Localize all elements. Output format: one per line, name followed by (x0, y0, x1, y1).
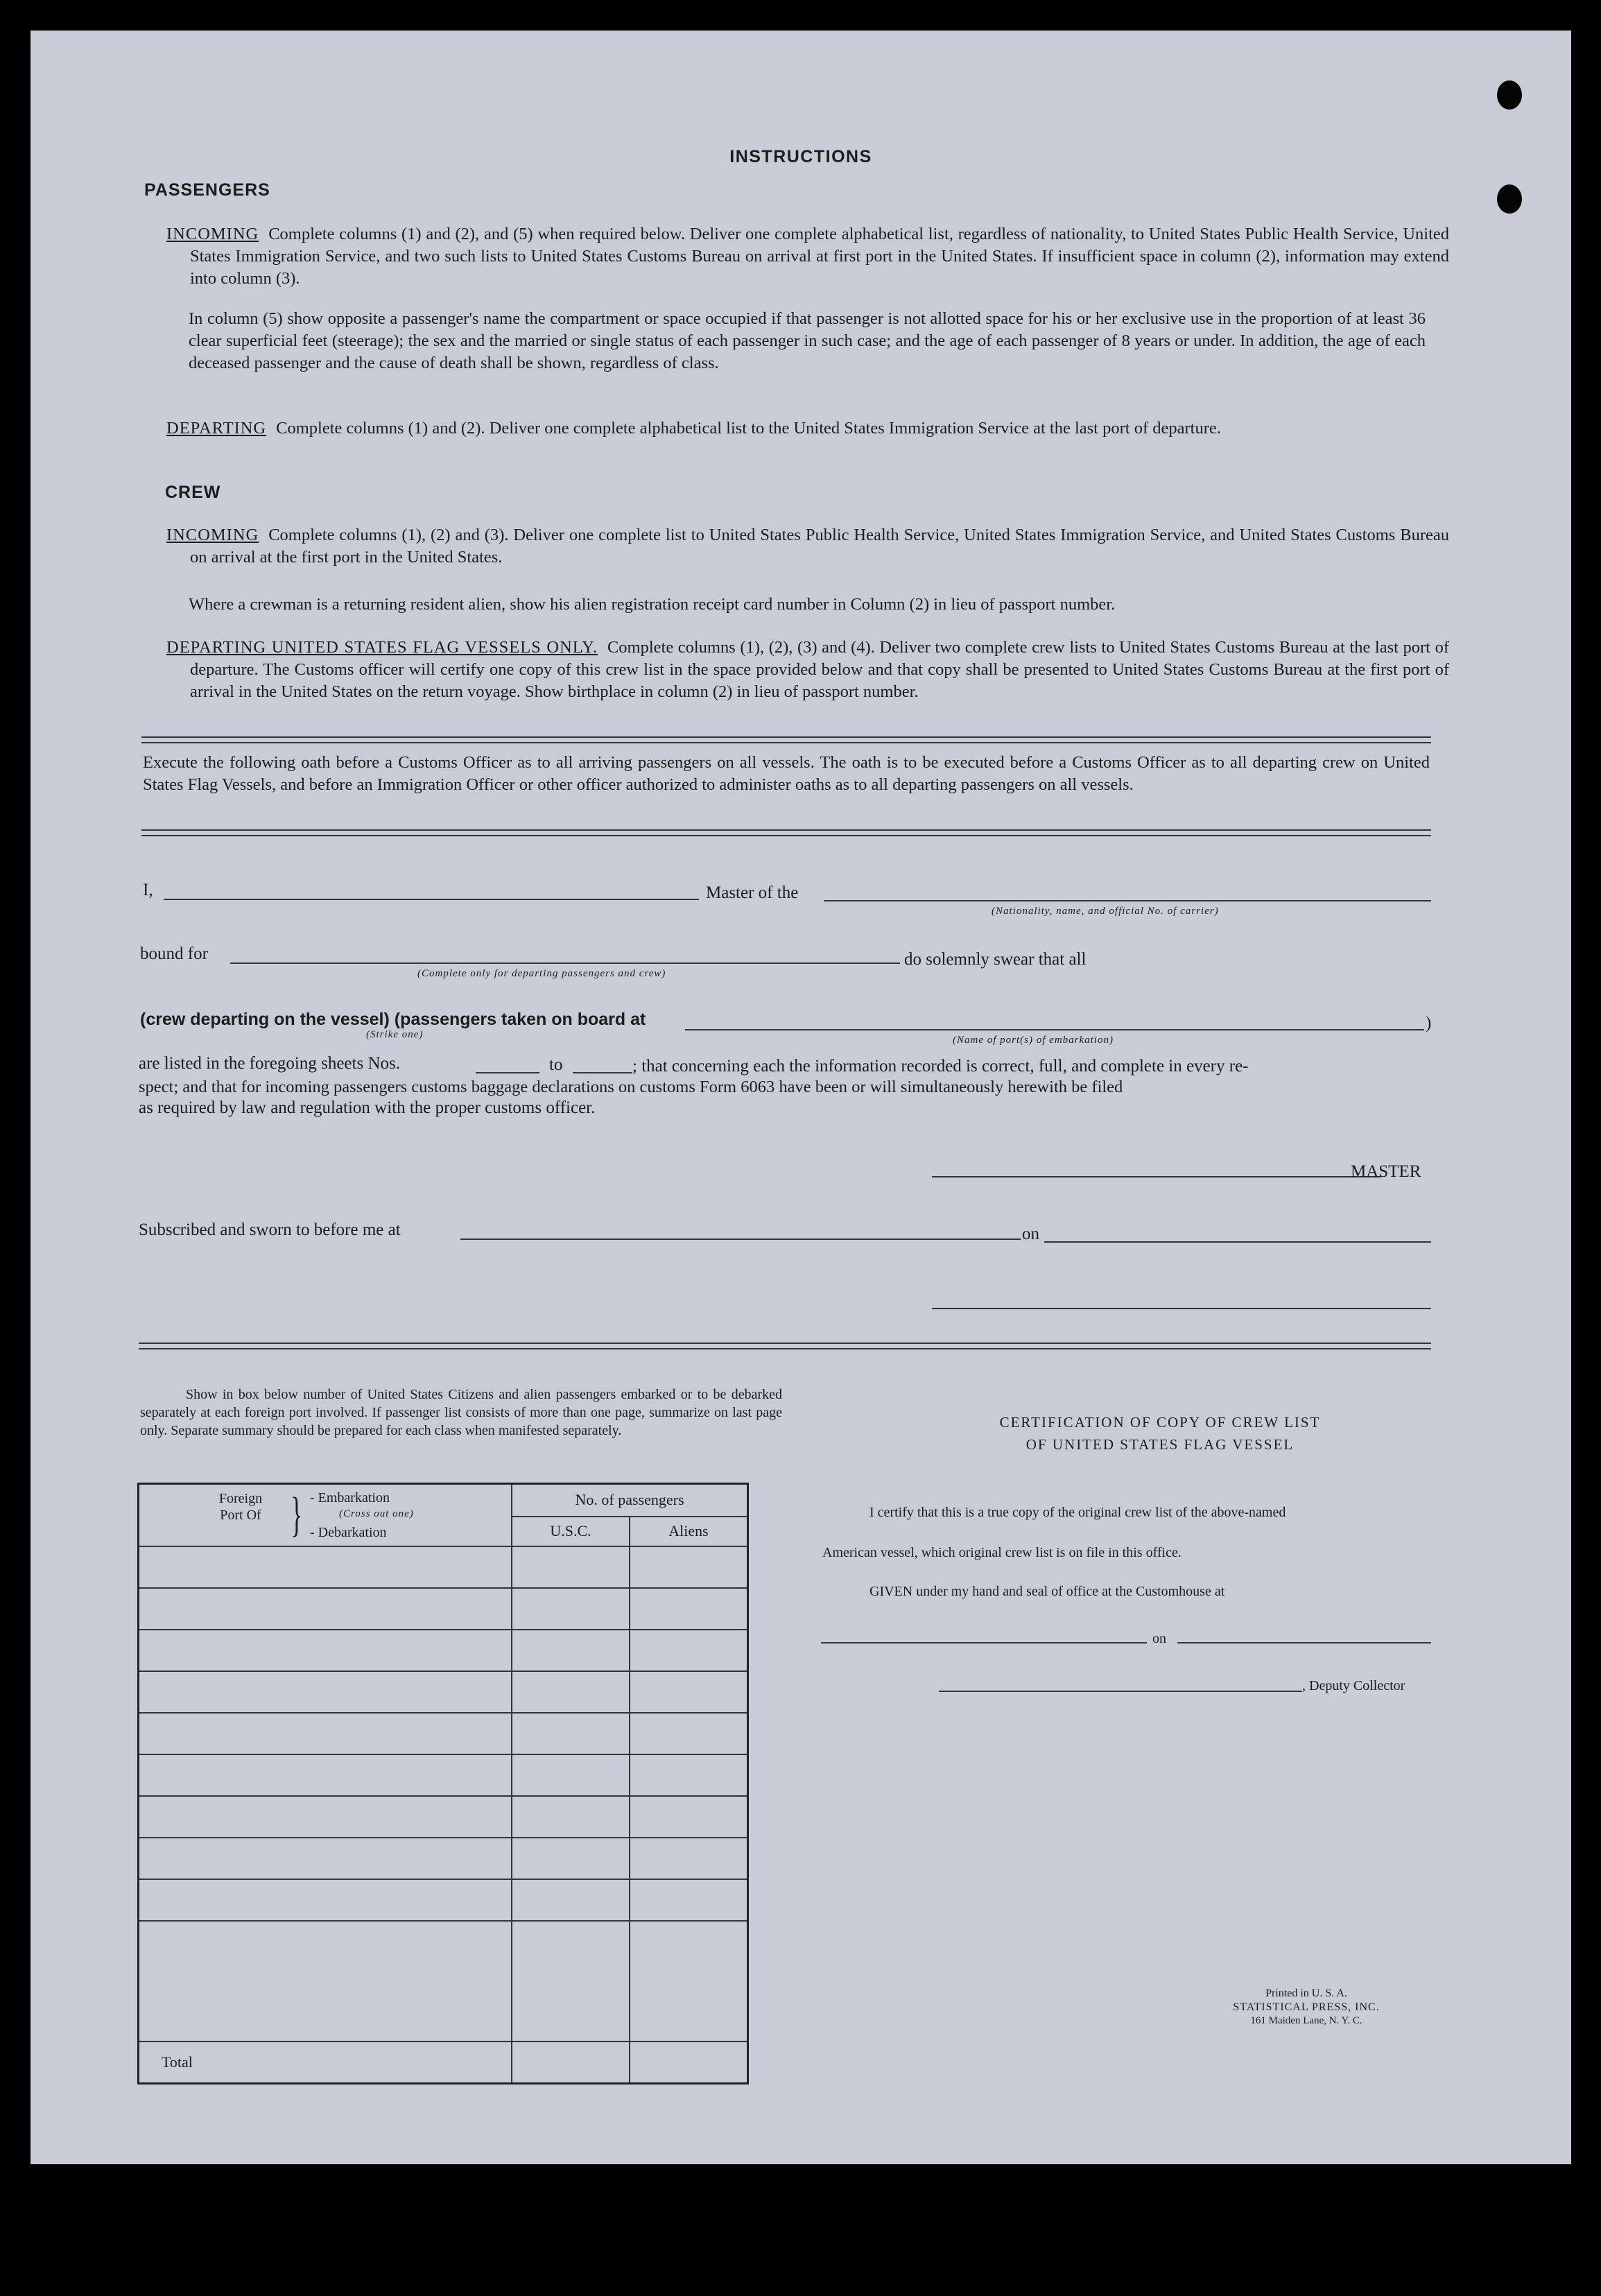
deputy-collector-line[interactable] (939, 1691, 1302, 1692)
cross-out-caption: (Cross out one) (339, 1508, 414, 1519)
port-cell[interactable] (139, 1546, 512, 1588)
crew-incoming-text: Complete columns (1), (2) and (3). Deliver one complete list to United States Public Health Service, United States Immigration Service, and United States Customs Bureau on arrival at the first port in the United States. (190, 526, 1449, 567)
passengers-heading: PASSENGERS (144, 180, 270, 200)
sworn-date-line[interactable] (1044, 1241, 1431, 1243)
carrier-caption: (Nationality, name, and official No. of carrier) (992, 906, 1219, 917)
aliens-cell[interactable] (630, 1754, 748, 1796)
aliens-cell[interactable] (630, 1671, 748, 1713)
aliens-cell[interactable] (630, 1921, 748, 2042)
sworn-on-label: on (1022, 1225, 1039, 1243)
section-divider-3 (139, 1343, 1431, 1349)
sheets-to-label: to (549, 1055, 563, 1074)
usc-cell[interactable] (512, 1630, 630, 1671)
passengers-departing-text: Complete columns (1) and (2). Deliver one complete alphabetical list to the United States Immigration Service at the last port of departure. (276, 419, 1221, 438)
crew-heading: CREW (165, 483, 221, 502)
section-divider-1 (141, 736, 1431, 743)
port-cell[interactable] (139, 1754, 512, 1796)
oath-i-label: I, (143, 881, 153, 899)
aliens-cell[interactable] (630, 1546, 748, 1588)
no-of-passengers-header: No. of passengers (512, 1484, 748, 1517)
port-cell[interactable] (139, 1838, 512, 1879)
port-cell[interactable] (139, 1713, 512, 1754)
passengers-incoming-label: INCOMING (166, 225, 259, 243)
aliens-cell[interactable] (630, 1838, 748, 1879)
port-cell[interactable] (139, 1879, 512, 1921)
usc-cell[interactable] (512, 1546, 630, 1588)
close-paren: ) (1426, 1014, 1432, 1033)
passengers-column5-instructions: In column (5) show opposite a passenger's name the compartment or space occupied if that passenger is not allotted space for his or her exclusive use in the proportion of at least 36 clear superficial feet (steerage); the sex and the married or single status of each passenger in such case; and the age of each passenger of 8 years or under. In addition, the age of each deceased passenger and the cause of death shall be shown, regardless of class. (189, 309, 1426, 372)
sheet-to-line[interactable] (573, 1072, 632, 1073)
swear-label: do solemnly swear that all (904, 950, 1087, 969)
customhouse-line[interactable] (821, 1642, 1147, 1643)
embarkation-port-caption: (Name of port(s) of embarkation) (953, 1035, 1114, 1046)
passengers-departing-label: DEPARTING (166, 419, 267, 438)
total-usc-cell[interactable] (512, 2042, 630, 2083)
brace-icon: } (291, 1488, 303, 1542)
subscribed-label: Subscribed and sworn to before me at (139, 1220, 401, 1239)
usc-cell[interactable] (512, 1671, 630, 1713)
oath-line-2: spect; and that for incoming passengers customs baggage declarations on customs Form 6063 have been or will simultaneously herewith be filed (139, 1078, 1123, 1096)
bound-for-line[interactable] (230, 963, 900, 964)
crew-departing-text: Complete columns (1), (2), (3) and (4). Deliver two complete crew lists to United States Customs Bureau at the last port of departure. The Customs officer will certify one copy of this crew list in the space provided below and that copy shall be presented to United States Customs Bureau at the first port of arrival in the United States on the return voyage. Show birthplace in column (2) in lieu of passport number. (190, 638, 1449, 701)
bound-for-caption: (Complete only for departing passengers and crew) (417, 968, 666, 979)
crew-incoming-label: INCOMING (166, 526, 259, 544)
crew-passengers-strike-text: (crew departing on the vessel) (passengers taken on board at (140, 1010, 646, 1029)
sheets-suffix: ; that concerning each the information recorded is correct, full, and complete in every re- (632, 1057, 1249, 1076)
printer-line-3: 161 Maiden Lane, N. Y. C. (1250, 2015, 1362, 2026)
sheets-prefix: are listed in the foregoing sheets Nos. (139, 1054, 400, 1073)
port-cell[interactable] (139, 1921, 512, 2042)
printer-line-2: STATISTICAL PRESS, INC. (1233, 2001, 1380, 2013)
debarkation-label: - Debarkation (310, 1525, 387, 1540)
strike-one-caption: (Strike one) (366, 1029, 424, 1040)
usc-cell[interactable] (512, 1879, 630, 1921)
printer-line-1: Printed in U. S. A. (1265, 1987, 1347, 1999)
certify-line-1: I certify that this is a true copy of the original crew list of the above-named (869, 1505, 1286, 1520)
crew-incoming-instructions (166, 524, 1449, 569)
given-text: GIVEN under my hand and seal of office at the Customhouse at (869, 1584, 1225, 1599)
port-cell[interactable] (139, 1796, 512, 1838)
usc-cell[interactable] (512, 1796, 630, 1838)
passengers-incoming-text: Complete columns (1) and (2), and (5) when required below. Deliver one complete alphabetical list, regardless of nationality, to United States Public Health Service, United States Immigration Service, and two such lists to United States Customs Bureau on arrival at first port in the United States. If insufficient space in column (2), information may extend into column (3). (190, 225, 1449, 288)
section-divider-2 (141, 829, 1431, 836)
usc-cell[interactable] (512, 1588, 630, 1630)
port-cell[interactable] (139, 1671, 512, 1713)
total-aliens-cell[interactable] (630, 2042, 748, 2083)
certification-title-2: OF UNITED STATES FLAG VESSEL (1025, 1436, 1295, 1453)
passengers-incoming-instructions (166, 223, 1449, 290)
instructions-title: INSTRUCTIONS (729, 147, 872, 166)
usc-cell[interactable] (512, 1921, 630, 2042)
embarkation-port-line[interactable] (685, 1029, 1424, 1030)
aliens-cell[interactable] (630, 1796, 748, 1838)
aliens-cell[interactable] (630, 1630, 748, 1671)
usc-cell[interactable] (512, 1754, 630, 1796)
master-label: MASTER (1351, 1162, 1421, 1181)
usc-cell[interactable] (512, 1713, 630, 1754)
crew-departing-instructions (166, 637, 1449, 703)
punch-hole-bottom (1497, 184, 1522, 214)
aliens-cell[interactable] (630, 1588, 748, 1630)
aliens-cell[interactable] (630, 1879, 748, 1921)
oath-intro: Execute the following oath before a Customs Officer as to all arriving passengers on all vessels. The oath is to be executed before a Customs Officer as to all departing crew on United States Flag Vessels, and before an Immigration Officer or other officer authorized to administer oaths as to all departing passengers on all vessels. (143, 753, 1430, 794)
sheet-from-line[interactable] (476, 1072, 539, 1073)
port-cell[interactable] (139, 1588, 512, 1630)
deputy-collector-label: , Deputy Collector (1302, 1678, 1405, 1693)
aliens-cell[interactable] (630, 1713, 748, 1754)
punch-hole-top (1497, 80, 1522, 110)
form-page (31, 31, 1571, 2164)
summary-intro: Show in box below number of United States Citizens and alien passengers embarked or to be debarked separately at each foreign port involved. If passenger list consists of more than one page, summarize on last page only. Separate summary should be prepared for each class when manifested separately. (140, 1387, 782, 1438)
aliens-header: Aliens (630, 1517, 748, 1546)
usc-cell[interactable] (512, 1838, 630, 1879)
officer-signature-line[interactable] (932, 1308, 1431, 1309)
usc-header: U.S.C. (512, 1517, 630, 1546)
passenger-summary-table (137, 1483, 749, 2084)
port-cell[interactable] (139, 1630, 512, 1671)
certification-date-line[interactable] (1177, 1642, 1431, 1643)
crew-passengers-strike-label (140, 1010, 646, 1030)
foreign-port-of-label: Foreign Port Of (218, 1491, 263, 1523)
oath-line-3: as required by law and regulation with the proper customs officer. (139, 1098, 596, 1117)
crew-resident-alien-instructions: Where a crewman is a returning resident alien, show his alien registration receipt card number in Column (2) in lieu of passport number. (189, 595, 1116, 614)
master-of-label: Master of the (706, 883, 799, 902)
certify-line-2: American vessel, which original crew list is on file in this office. (822, 1545, 1182, 1560)
master-signature-line[interactable] (932, 1176, 1381, 1177)
passengers-departing-instructions (166, 417, 1449, 440)
crew-departing-label: DEPARTING UNITED STATES FLAG VESSELS ONLY. (166, 638, 598, 657)
sworn-place-line[interactable] (460, 1238, 1021, 1240)
certification-title-1: CERTIFICATION OF COPY OF CREW LIST (999, 1414, 1321, 1431)
carrier-line[interactable] (824, 900, 1431, 901)
certification-on-label: on (1152, 1631, 1166, 1646)
master-name-line[interactable] (164, 899, 699, 900)
bound-for-label: bound for (140, 944, 208, 963)
embarkation-label: - Embarkation (310, 1490, 390, 1505)
total-label: Total (139, 2042, 512, 2083)
